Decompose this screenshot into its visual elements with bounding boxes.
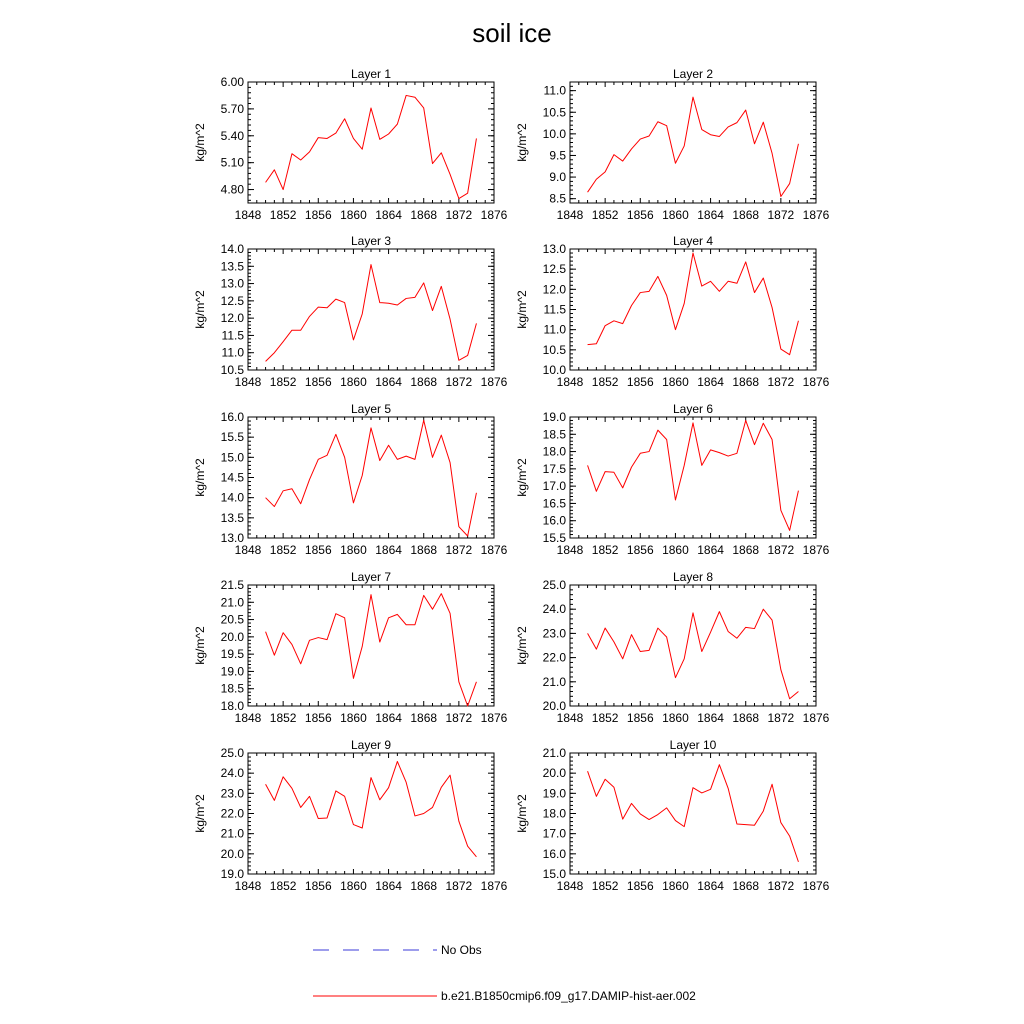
y-tick-label: 23.0 bbox=[542, 626, 566, 641]
y-tick-label: 24.0 bbox=[542, 602, 566, 617]
x-tick-label: 1848 bbox=[234, 208, 262, 222]
x-tick-label: 1852 bbox=[591, 375, 619, 389]
x-tick-label: 1868 bbox=[410, 375, 438, 389]
x-tick-label: 1856 bbox=[626, 543, 654, 557]
panel-layer-4 bbox=[515, 234, 830, 389]
y-tick-label: 11.0 bbox=[543, 83, 566, 98]
x-tick-label: 1872 bbox=[445, 711, 473, 725]
y-tick-label: 5.40 bbox=[220, 128, 244, 143]
y-tick-label: 10.0 bbox=[542, 126, 566, 141]
y-tick-label: 12.5 bbox=[220, 293, 244, 308]
x-tick-label: 1864 bbox=[697, 711, 724, 725]
y-tick-label: 10.5 bbox=[220, 363, 244, 377]
y-tick-label: 17.5 bbox=[542, 461, 566, 476]
x-tick-label: 1860 bbox=[662, 543, 689, 557]
x-tick-label: 1864 bbox=[697, 375, 724, 389]
x-tick-label: 1876 bbox=[802, 879, 830, 893]
x-tick-label: 1856 bbox=[304, 543, 332, 557]
y-tick-label: 21.0 bbox=[542, 674, 566, 689]
x-tick-label: 1876 bbox=[802, 208, 830, 222]
panel-layer-8 bbox=[515, 570, 830, 725]
x-tick-label: 1872 bbox=[767, 543, 795, 557]
y-tick-label: 10.0 bbox=[542, 363, 566, 377]
y-tick-label: 24.0 bbox=[220, 766, 244, 781]
x-tick-label: 1848 bbox=[556, 879, 584, 893]
x-tick-label: 1876 bbox=[802, 375, 830, 389]
y-tick-label: 15.0 bbox=[220, 450, 244, 465]
y-axis-label: kg/m^2 bbox=[193, 290, 207, 329]
x-tick-label: 1852 bbox=[591, 879, 619, 893]
panel-layer-6 bbox=[515, 402, 830, 557]
x-tick-label: 1872 bbox=[767, 879, 795, 893]
plot-frame bbox=[248, 82, 494, 203]
y-tick-label: 15.0 bbox=[542, 867, 566, 881]
y-tick-label: 19.5 bbox=[220, 647, 244, 662]
panel-title: Layer 7 bbox=[350, 570, 392, 584]
y-tick-label: 21.0 bbox=[220, 826, 244, 841]
x-tick-label: 1868 bbox=[410, 711, 438, 725]
x-tick-label: 1860 bbox=[340, 208, 367, 222]
y-tick-label: 25.0 bbox=[220, 746, 244, 760]
y-tick-label: 19.0 bbox=[542, 410, 566, 424]
y-tick-label: 9.0 bbox=[549, 170, 566, 185]
panel-layer-10 bbox=[515, 738, 830, 893]
plot-frame bbox=[570, 585, 816, 706]
y-axis-label: kg/m^2 bbox=[193, 458, 207, 497]
plot-frame bbox=[248, 417, 494, 538]
panel-layer-9 bbox=[193, 738, 508, 893]
panel-layer-2 bbox=[515, 67, 830, 222]
y-tick-label: 21.0 bbox=[542, 746, 566, 760]
legend bbox=[313, 943, 696, 1003]
series-line bbox=[588, 253, 799, 355]
x-tick-label: 1856 bbox=[304, 711, 332, 725]
x-tick-label: 1868 bbox=[410, 879, 438, 893]
y-tick-label: 11.5 bbox=[543, 302, 566, 317]
legend-label-model: b.e21.B1850cmip6.f09_g17.DAMIP-hist-aer.002 bbox=[441, 989, 696, 1003]
x-tick-label: 1864 bbox=[697, 543, 724, 557]
x-tick-label: 1848 bbox=[556, 375, 584, 389]
x-tick-label: 1872 bbox=[445, 375, 473, 389]
x-tick-label: 1868 bbox=[732, 375, 760, 389]
x-tick-label: 1860 bbox=[340, 543, 367, 557]
x-tick-label: 1864 bbox=[697, 879, 724, 893]
x-tick-label: 1872 bbox=[445, 879, 473, 893]
y-tick-label: 12.0 bbox=[220, 311, 244, 326]
x-tick-label: 1864 bbox=[375, 711, 402, 725]
panel-layer-1 bbox=[193, 67, 508, 222]
y-tick-label: 4.80 bbox=[220, 182, 244, 197]
panel-title: Layer 4 bbox=[672, 234, 714, 248]
series-line bbox=[266, 594, 477, 706]
y-tick-label: 10.5 bbox=[542, 342, 566, 357]
panel-title: Layer 1 bbox=[350, 67, 392, 81]
x-tick-label: 1856 bbox=[304, 375, 332, 389]
x-tick-label: 1848 bbox=[556, 208, 584, 222]
x-tick-label: 1872 bbox=[445, 208, 473, 222]
y-tick-label: 17.0 bbox=[542, 826, 566, 841]
y-tick-label: 5.10 bbox=[220, 155, 244, 170]
y-tick-label: 11.0 bbox=[221, 345, 244, 360]
x-tick-label: 1868 bbox=[410, 208, 438, 222]
y-axis-label: kg/m^2 bbox=[193, 123, 207, 162]
y-tick-label: 20.0 bbox=[542, 699, 566, 713]
y-tick-label: 15.5 bbox=[220, 430, 244, 445]
x-tick-label: 1860 bbox=[662, 375, 689, 389]
y-tick-label: 17.0 bbox=[542, 479, 566, 494]
x-tick-label: 1860 bbox=[340, 375, 367, 389]
y-axis-label: kg/m^2 bbox=[515, 626, 529, 665]
x-tick-label: 1860 bbox=[662, 711, 689, 725]
x-tick-label: 1876 bbox=[480, 543, 508, 557]
y-tick-label: 16.0 bbox=[542, 513, 566, 528]
y-tick-label: 14.0 bbox=[220, 490, 244, 505]
plot-frame bbox=[248, 585, 494, 706]
x-tick-label: 1876 bbox=[480, 879, 508, 893]
y-tick-label: 13.0 bbox=[220, 276, 244, 291]
plot-frame bbox=[570, 82, 816, 203]
x-tick-label: 1848 bbox=[556, 711, 584, 725]
y-tick-label: 19.0 bbox=[220, 867, 244, 881]
y-axis-label: kg/m^2 bbox=[515, 123, 529, 162]
panel-title: Layer 2 bbox=[672, 67, 714, 81]
y-tick-label: 13.0 bbox=[542, 242, 566, 256]
x-tick-label: 1852 bbox=[269, 208, 297, 222]
panel-layer-3 bbox=[193, 234, 508, 389]
y-tick-label: 13.5 bbox=[220, 510, 244, 525]
x-tick-label: 1864 bbox=[375, 375, 402, 389]
y-tick-label: 16.0 bbox=[542, 846, 566, 861]
plot-frame bbox=[570, 249, 816, 370]
x-tick-label: 1868 bbox=[732, 711, 760, 725]
x-tick-label: 1864 bbox=[375, 879, 402, 893]
series-line bbox=[266, 265, 477, 362]
y-tick-label: 10.5 bbox=[542, 105, 566, 120]
y-tick-label: 22.0 bbox=[220, 806, 244, 821]
y-tick-label: 13.5 bbox=[220, 259, 244, 274]
panel-layer-5 bbox=[193, 402, 508, 557]
x-tick-label: 1852 bbox=[269, 879, 297, 893]
y-tick-label: 25.0 bbox=[542, 578, 566, 592]
y-axis-label: kg/m^2 bbox=[515, 458, 529, 497]
y-tick-label: 18.0 bbox=[542, 806, 566, 821]
x-tick-label: 1864 bbox=[375, 208, 402, 222]
series-line bbox=[588, 97, 799, 196]
x-tick-label: 1876 bbox=[480, 711, 508, 725]
x-tick-label: 1860 bbox=[662, 208, 689, 222]
y-tick-label: 20.0 bbox=[542, 766, 566, 781]
y-tick-label: 18.5 bbox=[542, 427, 566, 442]
panel-title: Layer 6 bbox=[672, 402, 714, 416]
x-tick-label: 1876 bbox=[480, 208, 508, 222]
x-tick-label: 1876 bbox=[802, 711, 830, 725]
y-axis-label: kg/m^2 bbox=[515, 794, 529, 833]
x-tick-label: 1856 bbox=[626, 208, 654, 222]
x-tick-label: 1872 bbox=[767, 208, 795, 222]
panel-title: Layer 9 bbox=[350, 738, 392, 752]
y-tick-label: 19.0 bbox=[220, 664, 244, 679]
x-tick-label: 1848 bbox=[234, 711, 262, 725]
series-line bbox=[266, 761, 477, 856]
x-tick-label: 1876 bbox=[802, 543, 830, 557]
x-tick-label: 1856 bbox=[626, 375, 654, 389]
y-tick-label: 19.0 bbox=[542, 786, 566, 801]
x-tick-label: 1848 bbox=[234, 375, 262, 389]
x-tick-label: 1860 bbox=[340, 711, 367, 725]
y-axis-label: kg/m^2 bbox=[193, 626, 207, 665]
x-tick-label: 1852 bbox=[269, 711, 297, 725]
y-tick-label: 15.5 bbox=[542, 531, 566, 545]
x-tick-label: 1856 bbox=[304, 879, 332, 893]
plot-frame bbox=[570, 417, 816, 538]
series-line bbox=[266, 95, 477, 198]
series-line bbox=[588, 609, 799, 699]
panel-title: Layer 10 bbox=[669, 738, 717, 752]
x-tick-label: 1872 bbox=[767, 375, 795, 389]
x-tick-label: 1868 bbox=[410, 543, 438, 557]
y-tick-label: 20.5 bbox=[220, 612, 244, 627]
y-tick-label: 18.0 bbox=[220, 699, 244, 713]
x-tick-label: 1852 bbox=[591, 711, 619, 725]
y-tick-label: 21.0 bbox=[220, 595, 244, 610]
x-tick-label: 1856 bbox=[626, 879, 654, 893]
panel-layer-7 bbox=[193, 570, 508, 725]
series-line bbox=[588, 765, 799, 862]
y-tick-label: 16.0 bbox=[220, 410, 244, 424]
x-tick-label: 1868 bbox=[732, 879, 760, 893]
y-axis-label: kg/m^2 bbox=[515, 290, 529, 329]
series-line bbox=[588, 420, 799, 530]
y-tick-label: 20.0 bbox=[220, 846, 244, 861]
series-line bbox=[266, 420, 477, 536]
x-tick-label: 1852 bbox=[269, 543, 297, 557]
x-tick-label: 1856 bbox=[304, 208, 332, 222]
x-tick-label: 1864 bbox=[697, 208, 724, 222]
x-tick-label: 1856 bbox=[626, 711, 654, 725]
x-tick-label: 1864 bbox=[375, 543, 402, 557]
x-tick-label: 1860 bbox=[662, 879, 689, 893]
y-tick-label: 18.5 bbox=[220, 681, 244, 696]
y-tick-label: 11.5 bbox=[221, 328, 244, 343]
figure-title: soil ice bbox=[472, 18, 552, 48]
panel-title: Layer 5 bbox=[350, 402, 392, 416]
x-tick-label: 1852 bbox=[269, 375, 297, 389]
y-tick-label: 20.0 bbox=[220, 629, 244, 644]
x-tick-label: 1872 bbox=[767, 711, 795, 725]
panel-title: Layer 8 bbox=[672, 570, 714, 584]
x-tick-label: 1848 bbox=[234, 543, 262, 557]
y-tick-label: 13.0 bbox=[220, 531, 244, 545]
y-tick-label: 9.5 bbox=[549, 148, 566, 163]
y-tick-label: 16.5 bbox=[542, 496, 566, 511]
x-tick-label: 1868 bbox=[732, 208, 760, 222]
y-tick-label: 22.0 bbox=[542, 650, 566, 665]
y-tick-label: 18.0 bbox=[542, 444, 566, 459]
y-tick-label: 12.0 bbox=[542, 282, 566, 297]
x-tick-label: 1868 bbox=[732, 543, 760, 557]
y-tick-label: 6.00 bbox=[220, 75, 244, 89]
legend-label-no-obs: No Obs bbox=[441, 943, 482, 957]
x-tick-label: 1848 bbox=[556, 543, 584, 557]
x-tick-label: 1852 bbox=[591, 208, 619, 222]
x-tick-label: 1876 bbox=[480, 375, 508, 389]
y-tick-label: 11.0 bbox=[543, 322, 566, 337]
x-tick-label: 1860 bbox=[340, 879, 367, 893]
y-tick-label: 14.0 bbox=[220, 242, 244, 256]
y-tick-label: 21.5 bbox=[220, 578, 244, 592]
x-tick-label: 1872 bbox=[445, 543, 473, 557]
y-tick-label: 23.0 bbox=[220, 786, 244, 801]
x-tick-label: 1852 bbox=[591, 543, 619, 557]
y-tick-label: 14.5 bbox=[220, 470, 244, 485]
y-tick-label: 12.5 bbox=[542, 262, 566, 277]
panel-title: Layer 3 bbox=[350, 234, 392, 248]
y-axis-label: kg/m^2 bbox=[193, 794, 207, 833]
y-tick-label: 5.70 bbox=[220, 101, 244, 116]
y-tick-label: 8.5 bbox=[549, 191, 566, 206]
panels bbox=[193, 67, 830, 893]
x-tick-label: 1848 bbox=[234, 879, 262, 893]
